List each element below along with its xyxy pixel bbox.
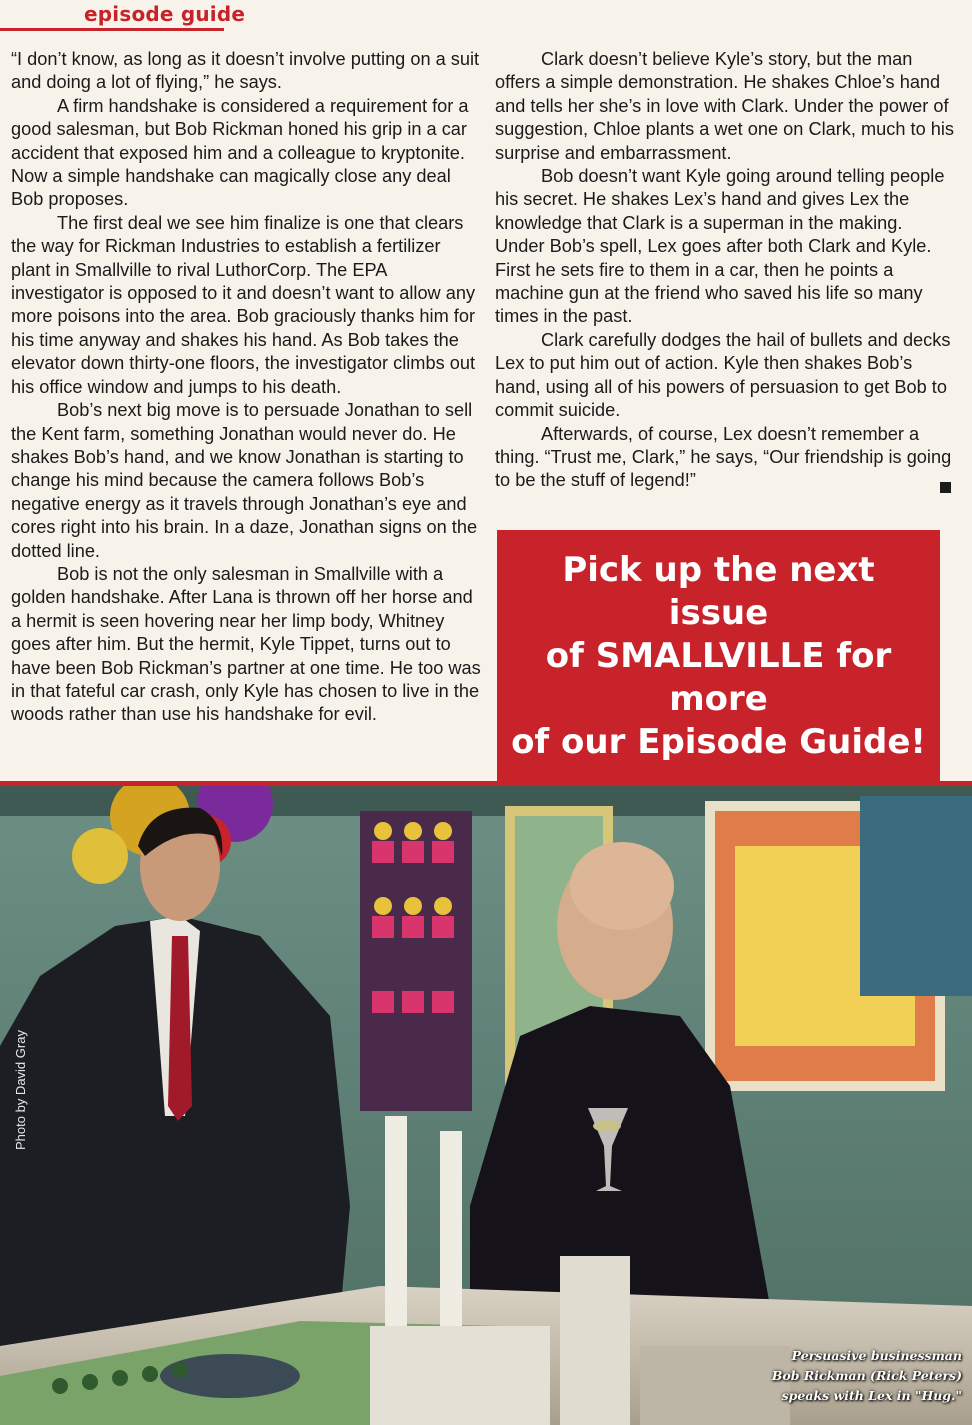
article-right-column (495, 48, 955, 493)
caption-line: Persuasive businessman (791, 1348, 962, 1363)
section-header (0, 0, 972, 32)
paragraph: Bob’s next big move is to persuade Jonathan to sell the Kent farm, something Jonathan would never do. He shakes Bob’s hand, and we know Jonathan is starting to change his mind because the camera follows Bob’s negative energy as it travels through Jonathan’s eye and cores right into his brain. In a daze, Jonathan signs on the dotted line. (11, 400, 478, 561)
end-of-article-mark (940, 482, 951, 493)
photo-credit: Photo by David Gray (13, 1030, 28, 1150)
paragraph: Afterwards, of course, Lex doesn’t remember a thing. “Trust me, Clark,” he says, “Our friendship is going to be the stuff of legend!” (495, 423, 952, 491)
paragraph: Clark carefully dodges the hail of bullets and decks Lex to put him out of action. Kyle then shakes Bob’s hand, using all of his powers of persuasion to get Bob to commit suicide. (495, 329, 951, 421)
paragraph: Bob is not the only salesman in Smallville with a golden handshake. After Lana is thrown off her horse and a hermit is seen hovering near her limp body, Whitney goes after him. But the hermit, Kyle Tippet, turns out to have been Bob Rickman’s partner at one time. He too was in that fateful car crash, only Kyle has chosen to live in the woods rather than use his handshake for evil. (11, 563, 481, 725)
promo-line: Pick up the next issue (562, 549, 875, 633)
scene-photo (0, 786, 972, 1425)
photo-caption (762, 1346, 962, 1406)
caption-line: Bob Rickman (Rick Peters) (771, 1368, 962, 1383)
promo-line: of SMALLVILLE for more (545, 635, 892, 719)
paragraph: “I don’t know, as long as it doesn’t involve putting on a suit and doing a lot of flying,” he says. (11, 49, 480, 93)
paragraph: A firm handshake is considered a requirement for a good salesman, but Bob Rickman honed his grip in a car accident that exposed him and a colleague to kryptonite. Now a simple handshake can magically close any deal Bob proposes. (11, 95, 469, 210)
promo-box (497, 530, 956, 782)
header-rule (0, 28, 224, 31)
paragraph: Clark doesn’t believe Kyle’s story, but the man offers a simple demonstration. He shakes Chloe’s hand and tells her she’s in love with Clark. Under the power of suggestion, Chloe plants a wet one on Clark, much to his surprise and embarrassment. (495, 49, 954, 163)
article-left-column (11, 48, 481, 727)
promo-text (497, 549, 940, 764)
section-label: episode guide (84, 2, 246, 26)
promo-line: of our Episode Guide! (511, 721, 926, 762)
caption-line: speaks with Lex in "Hug." (781, 1388, 962, 1403)
paragraph: The first deal we see him finalize is one that clears the way for Rickman Industries to establish a fertilizer plant in Smallville to rival LuthorCorp. The EPA investigator is opposed to it and doesn’t want to allow any more poisons into the area. Bob graciously thanks him for his time anyway and shakes his hand. As Bob takes the elevator down thirty-one floors, the investigator climbs out his office window and jumps to his death. (11, 212, 476, 397)
paragraph: Bob doesn’t want Kyle going around telling people his secret. He shakes Lex’s hand and gives Lex the knowledge that Clark is a superman in the making. Under Bob’s spell, Lex goes after both Clark and Kyle. First he sets fire to them in a car, then he points a machine gun at the friend who saved his life so many times in the past. (495, 166, 945, 327)
scene-illustration (0, 786, 972, 1425)
